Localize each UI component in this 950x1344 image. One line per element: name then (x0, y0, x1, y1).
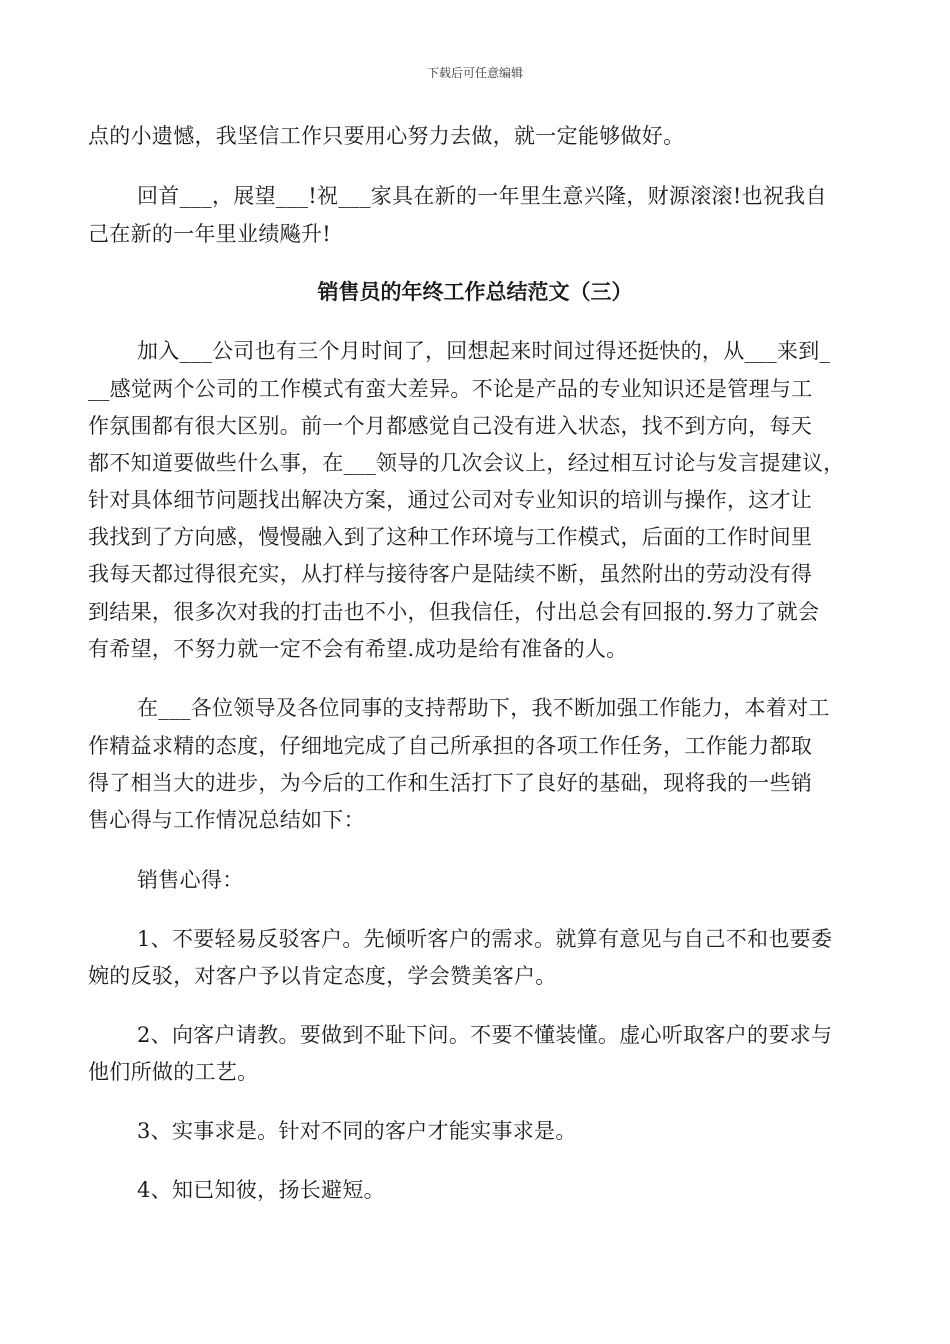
paragraph-line: 点的小遗憾，我坚信工作只要用心努力去做，就一定能够做好。 (88, 124, 685, 148)
paragraph-line: 我找到了方向感，慢慢融入到了这种工作环境与工作模式，后面的工作时间里 (88, 525, 813, 549)
paragraph-line: 加入___公司也有三个月时间了，回想起来时间过得还挺快的，从___来到_ (137, 339, 831, 363)
paragraph-line: 在___各位领导及各位同事的支持帮助下，我不断加强工作能力，本着对工 (137, 696, 830, 720)
paragraph-line: 针对具体细节问题找出解决方案，通过公司对专业知识的培训与操作，这才让 (88, 488, 813, 512)
page-header-note: 下载后可任意编辑 (426, 66, 523, 80)
section-title: 销售员的年终工作总结范文（三） (317, 280, 633, 304)
paragraph-line: 回首___，展望___!祝___家具在新的一年里生意兴隆，财源滚滚!也祝我自 (137, 184, 827, 208)
paragraph-line: 到结果，很多次对我的打击也不小，但我信任，付出总会有回报的.努力了就会 (88, 600, 820, 624)
paragraph-line: 作氛围都有很大区别。前一个月都感觉自己没有进入状态，找不到方向，每天 (88, 414, 813, 438)
paragraph-line: 2、向客户请教。要做到不耻下问。不要不懂装懂。虚心听取客户的要求与 (137, 1023, 833, 1047)
paragraph-line: 有希望，不努力就一定不会有希望.成功是给有准备的人。 (88, 637, 628, 661)
paragraph-line: 都不知道要做些什么事，在___领导的几次会议上，经过相互讨论与发言提建议， (88, 451, 845, 475)
paragraph-line: __感觉两个公司的工作模式有蛮大差异。不论是产品的专业知识还是管理与工 (88, 377, 813, 401)
paragraph-line: 1、不要轻易反驳客户。先倾听客户的需求。就算有意见与自己不和也要委 (137, 927, 833, 951)
paragraph-line: 我每天都过得很充实，从打样与接待客户是陆续不断，虽然附出的劳动没有得 (88, 562, 813, 586)
paragraph-line: 销售心得： (137, 868, 244, 892)
paragraph-line: 作精益求精的态度，仔细地完成了自己所承担的各项工作任务，工作能力都取 (88, 734, 813, 758)
paragraph-line: 3、实事求是。针对不同的客户才能实事求是。 (137, 1119, 577, 1143)
paragraph-line: 他们所做的工艺。 (88, 1060, 259, 1084)
paragraph-line: 4、知已知彼，扬长避短。 (137, 1178, 385, 1202)
paragraph-line: 婉的反驳，对客户予以肯定态度，学会赞美客户。 (88, 964, 557, 988)
paragraph-line: 己在新的一年里业绩飚升! (88, 222, 332, 246)
paragraph-line: 得了相当大的进步，为今后的工作和生活打下了良好的基础，现将我的一些销 (88, 771, 813, 795)
paragraph-line: 售心得与工作情况总结如下： (88, 808, 365, 832)
